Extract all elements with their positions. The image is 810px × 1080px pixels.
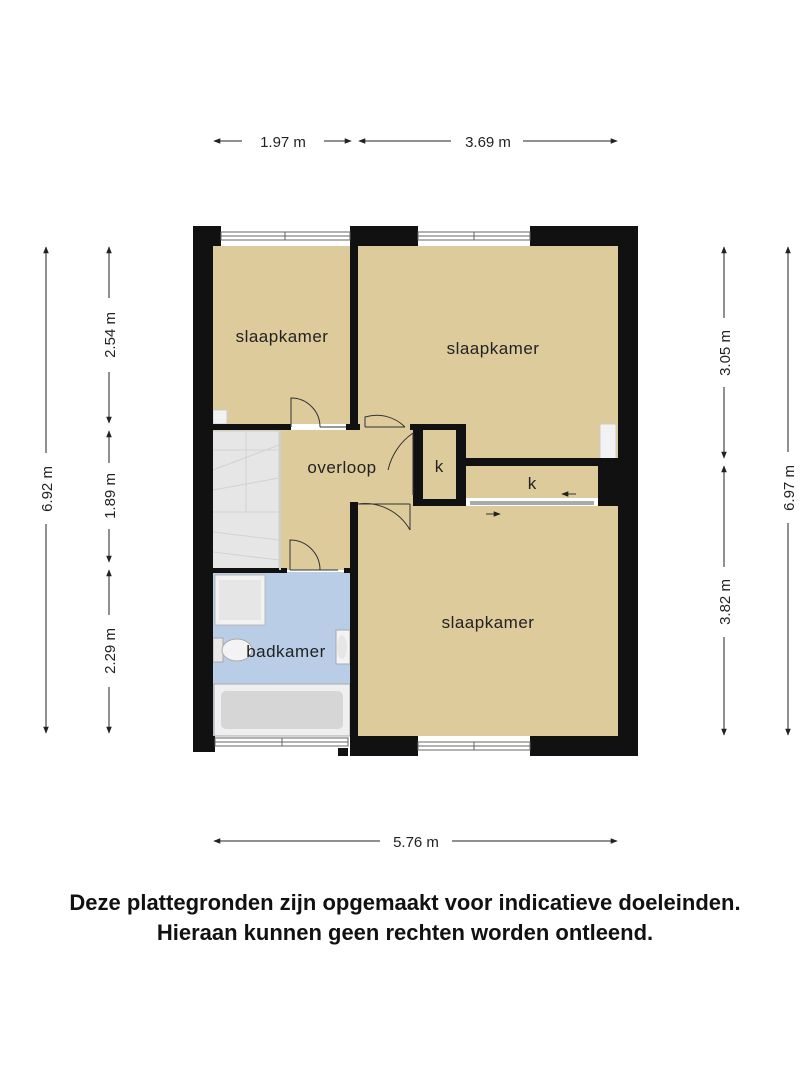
stairs xyxy=(213,431,279,569)
shower xyxy=(215,575,265,625)
dim-left-upper: 2.54 m xyxy=(102,312,119,358)
room-label-bedroom-topleft: slaapkamer xyxy=(235,327,329,346)
room-label-landing: overloop xyxy=(307,458,377,477)
sink xyxy=(336,630,350,664)
dim-top-left: 1.97 m xyxy=(260,134,306,151)
disclaimer-line-1: Deze plattegronden zijn opgemaakt voor indicatieve doeleinden. xyxy=(69,890,741,915)
room-label-bedroom-bottom: slaapkamer xyxy=(441,613,535,632)
room-label-closet-long: k xyxy=(527,474,537,493)
dim-right-upper: 3.05 m xyxy=(717,330,734,376)
bathtub xyxy=(214,684,350,736)
dim-top-right: 3.69 m xyxy=(465,134,511,151)
room-label-closet-small: k xyxy=(434,457,444,476)
dim-left-total: 6.92 m xyxy=(39,466,56,512)
dim-right-total: 6.97 m xyxy=(781,465,798,511)
radiator xyxy=(213,410,227,424)
room-label-bedroom-topright: slaapkamer xyxy=(446,339,540,358)
dim-left-middle: 1.89 m xyxy=(102,473,119,519)
radiator xyxy=(600,424,616,460)
dim-right-lower: 3.82 m xyxy=(717,579,734,625)
room-label-bathroom: badkamer xyxy=(246,642,326,661)
dim-left-lower: 2.29 m xyxy=(102,628,119,674)
disclaimer-line-2: Hieraan kunnen geen rechten worden ontleend. xyxy=(156,920,654,945)
dim-bottom: 5.76 m xyxy=(393,834,439,851)
